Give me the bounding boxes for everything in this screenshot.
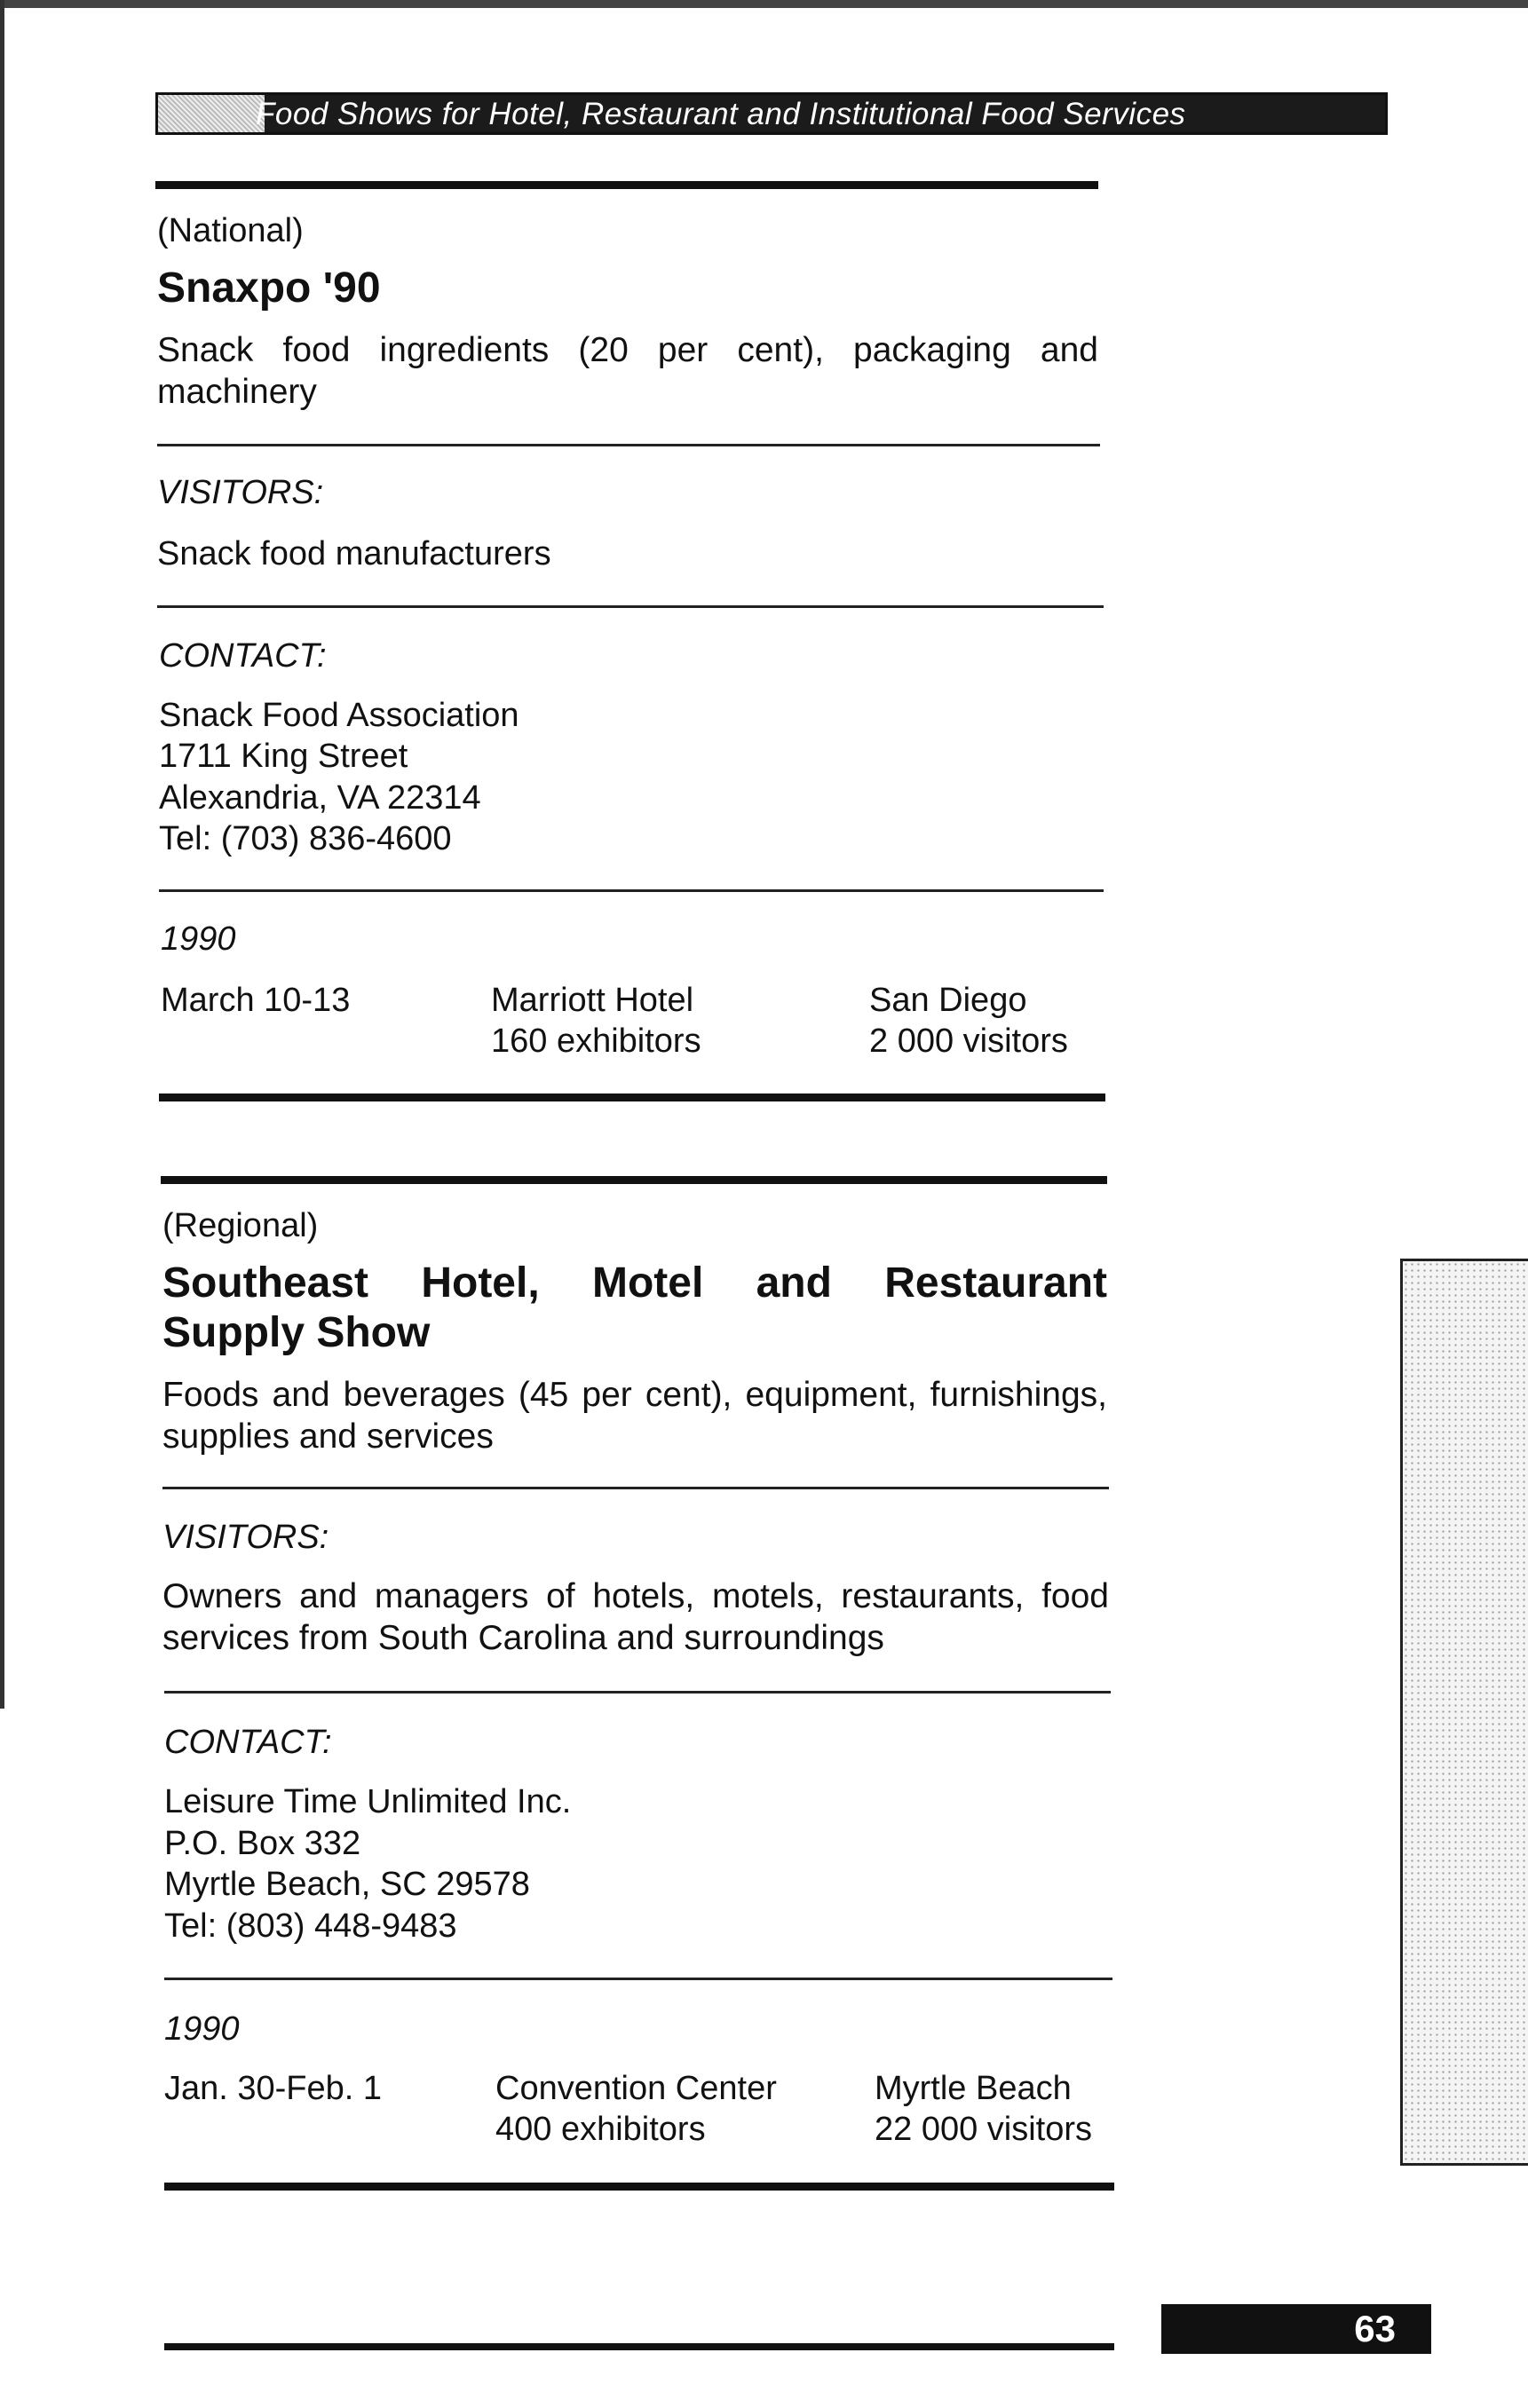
banner-stipple — [158, 95, 265, 132]
entry1-visitors: Snack food manufacturers — [157, 535, 551, 572]
entry2-contact-line: Tel: (803) 448-9483 — [164, 1907, 457, 1945]
entry2-top-rule — [161, 1176, 1107, 1184]
entry2-visitors-line2: services from South Carolina and surroundings — [162, 1619, 884, 1657]
entry2-visitor-count: 22 000 visitors — [875, 2111, 1093, 2148]
entry1-bottom-rule — [159, 1093, 1105, 1101]
entry1-venue: Marriott Hotel — [491, 982, 694, 1019]
entry2-date: Jan. 30-Feb. 1 — [164, 2070, 383, 2107]
entry1-rule-contact — [157, 605, 1104, 608]
page-top-edge — [0, 0, 1528, 8]
entry2-exhibitors: 400 exhibitors — [495, 2111, 706, 2148]
entry2-contact-line: Leisure Time Unlimited Inc. — [164, 1783, 572, 1820]
entry2-title-line1: Southeast Hotel, Motel and Restaurant — [162, 1259, 1107, 1307]
entry2-title-line2: Supply Show — [162, 1309, 431, 1356]
entry1-contact-line: Alexandria, VA 22314 — [159, 779, 481, 817]
entry1-contact-label: CONTACT: — [159, 637, 327, 675]
entry2-description-line2: supplies and services — [162, 1417, 494, 1456]
entry2-rule-year — [164, 1978, 1112, 1980]
entry2-city: Myrtle Beach — [875, 2070, 1072, 2107]
header-banner — [155, 92, 1388, 135]
entry2-description-line1: Foods and beverages (45 per cent), equipment, furnishings, — [162, 1376, 1107, 1414]
entry2-contact-label: CONTACT: — [164, 1724, 332, 1761]
entry2-bottom-rule — [164, 2183, 1114, 2191]
entry1-year: 1990 — [161, 920, 236, 958]
entry1-visitors-label: VISITORS: — [157, 474, 324, 511]
entry2-scope: (Regional) — [162, 1207, 319, 1244]
entry2-venue: Convention Center — [495, 2070, 777, 2107]
entry1-contact-line: Snack Food Association — [159, 697, 519, 734]
entry1-description: Snack food ingredients (20 per cent), packaging and machinery — [157, 331, 1098, 411]
entry2-visitors-label: VISITORS: — [162, 1519, 329, 1556]
banner-title: Food Shows for Hotel, Restaurant and Institutional Food Services — [256, 97, 1186, 131]
entry2-contact-line: Myrtle Beach, SC 29578 — [164, 1866, 530, 1903]
entry1-city: San Diego — [869, 982, 1027, 1019]
entry2-year: 1990 — [164, 2010, 240, 2048]
entry1-rule-year — [159, 889, 1104, 892]
entry1-date: March 10-13 — [161, 982, 351, 1019]
entry2-rule-contact — [164, 1691, 1111, 1693]
page-number-box — [1161, 2304, 1431, 2354]
entry1-exhibitors: 160 exhibitors — [491, 1022, 701, 1060]
entry1-contact-line: Tel: (703) 836-4600 — [159, 820, 452, 857]
footer-rule — [164, 2343, 1114, 2350]
entry1-top-rule — [155, 181, 1098, 189]
entry1-contact-line: 1711 King Street — [159, 738, 408, 775]
entry1-visitor-count: 2 000 visitors — [869, 1022, 1068, 1060]
entry1-scope: (National) — [157, 212, 304, 249]
entry1-title: Snaxpo '90 — [157, 264, 381, 312]
entry2-visitors-line1: Owners and managers of hotels, motels, restaurants, food — [162, 1577, 1109, 1615]
entry1-rule-visitors — [157, 444, 1100, 446]
entry2-rule-visitors — [162, 1487, 1109, 1489]
page-number: 63 — [1354, 2308, 1396, 2349]
side-thumb-tab — [1400, 1259, 1528, 2166]
entry2-contact-line: P.O. Box 332 — [164, 1825, 361, 1862]
page-left-edge — [0, 0, 4, 1709]
